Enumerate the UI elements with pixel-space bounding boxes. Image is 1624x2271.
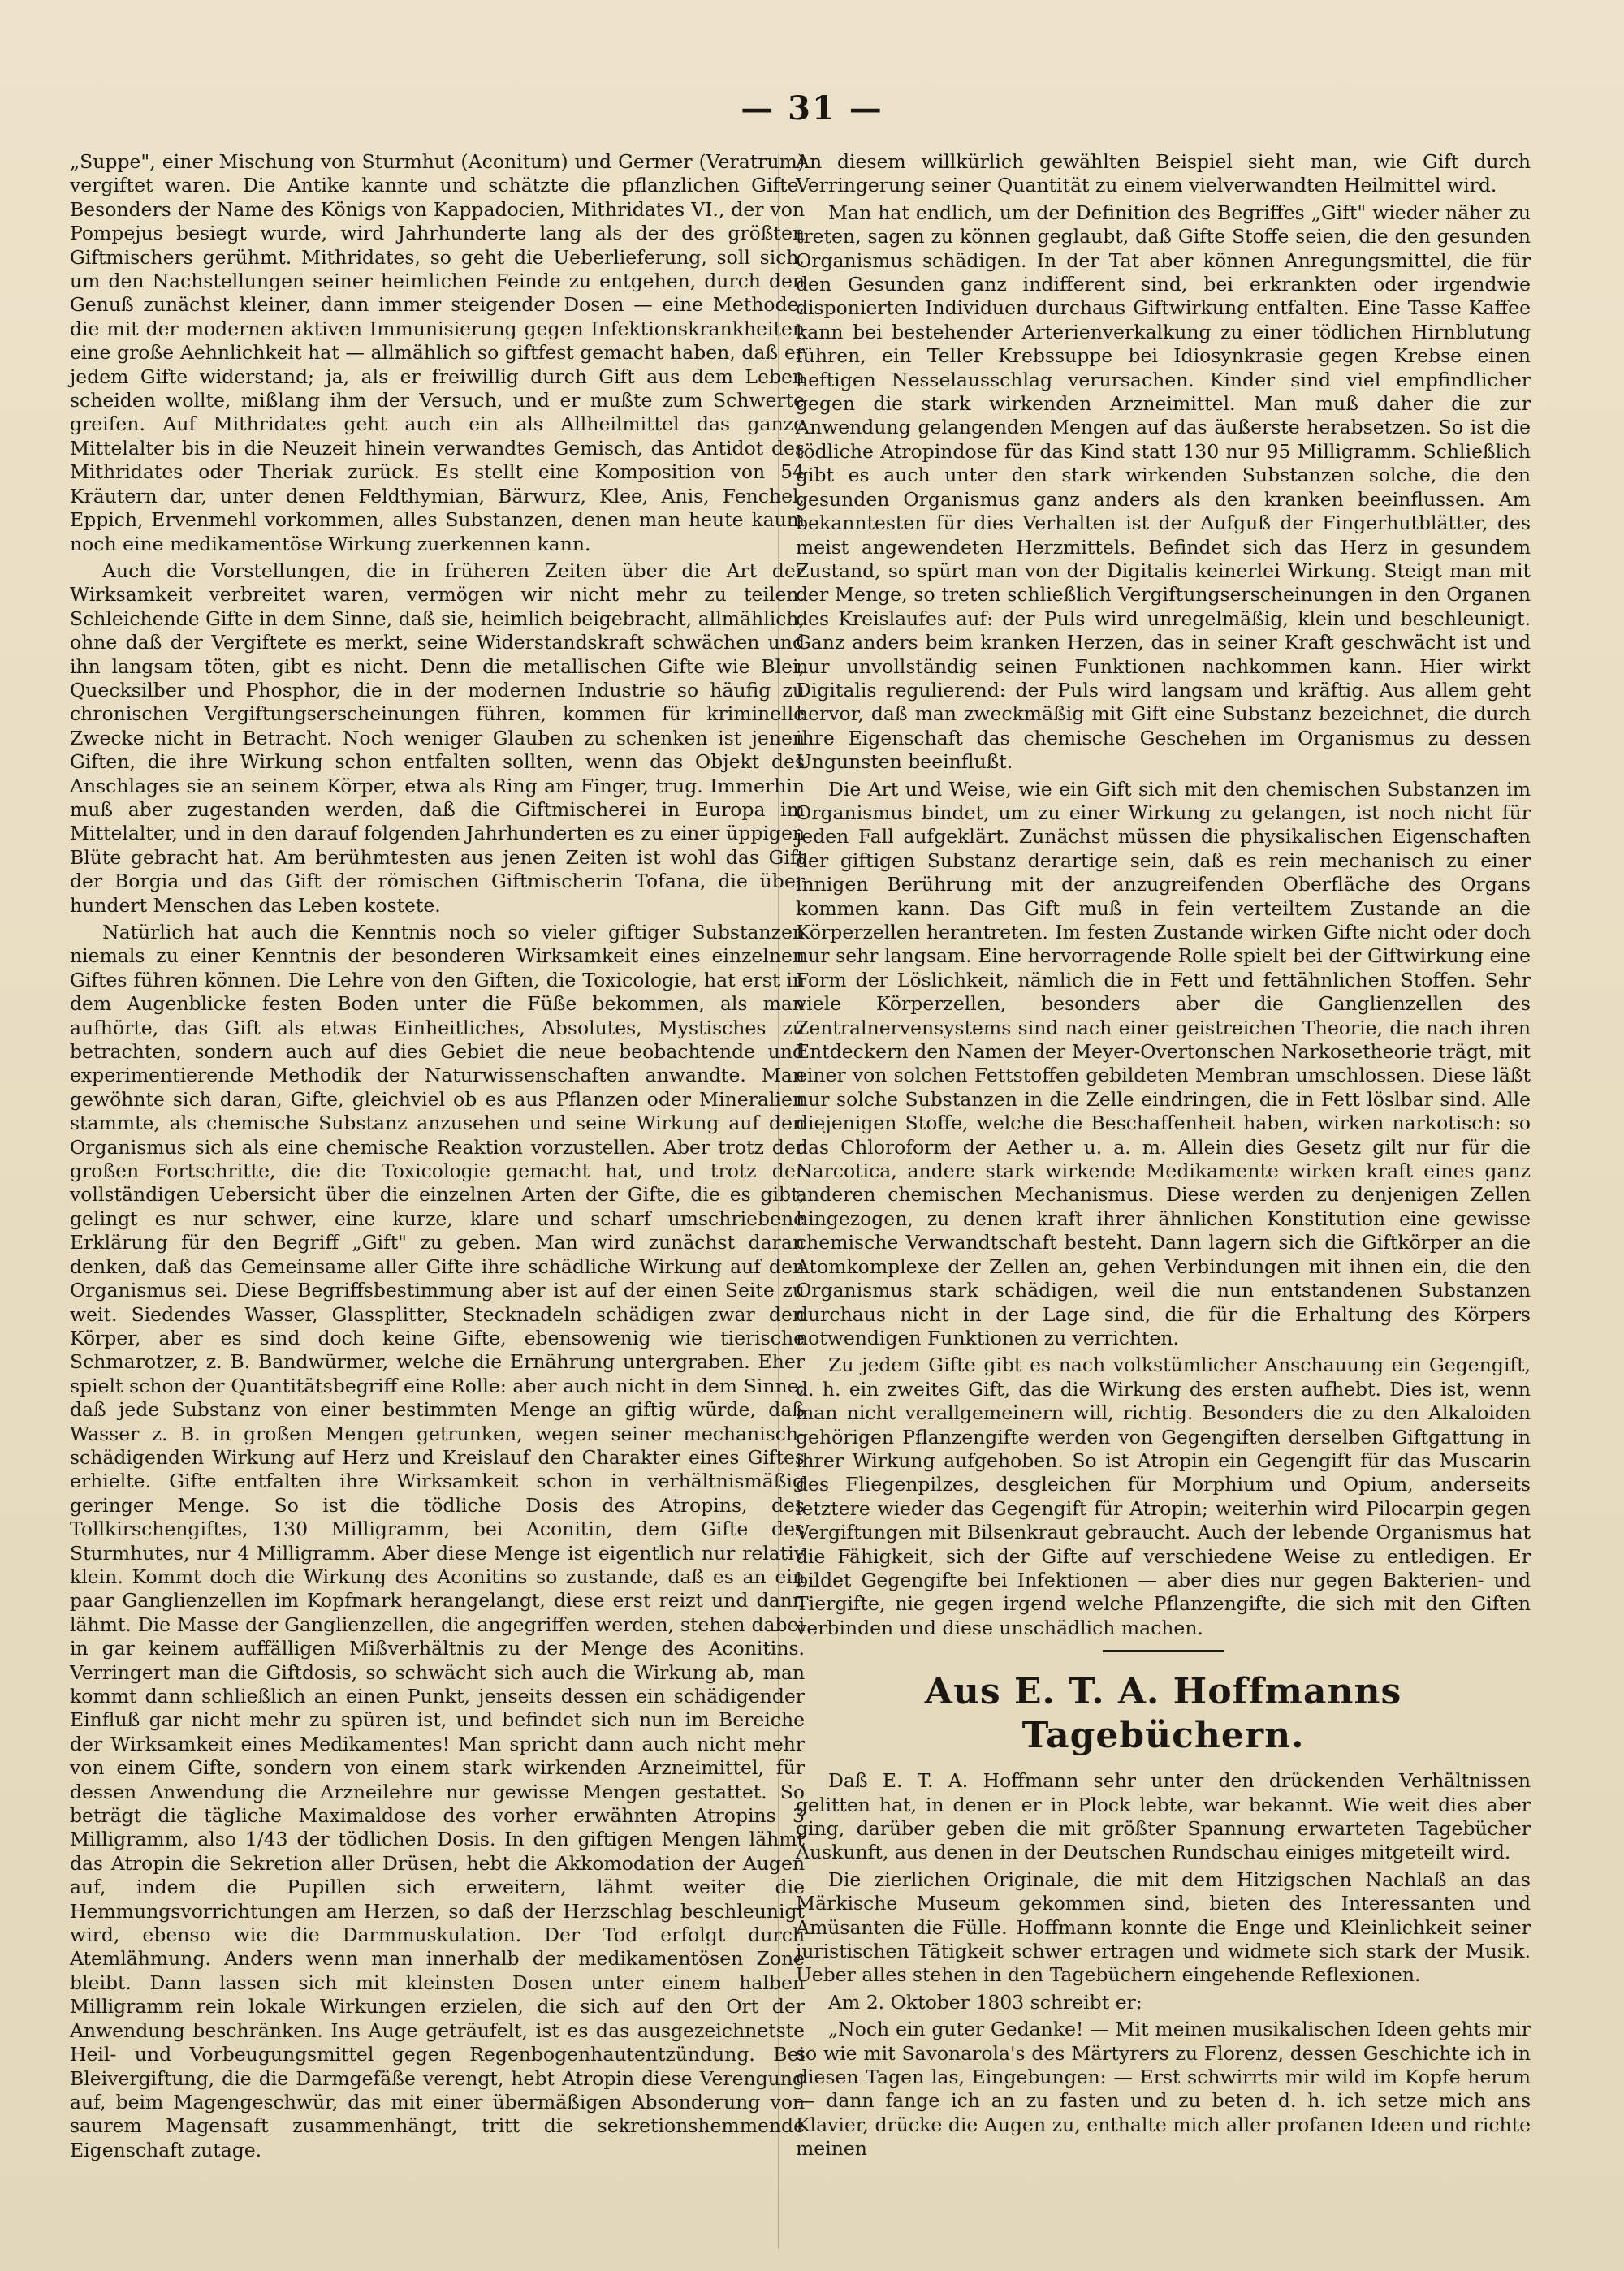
- article-divider: [1103, 1650, 1224, 1652]
- right-paragraph-2: Man hat endlich, um der Definition des Begriffes „Gift" wieder näher zu treten, sagen zu können geglaubt, daß Gifte Stoffe seien, die den gesunden Organismus schädigen. In der Tat aber können Anregungsmittel, die für den Gesunden ganz indifferent sind, bei erkrankten oder irgendwie disponierten Individuen durchaus Giftwirkung entfalten. Eine Tasse Kaffee kann bei bestehender Arterienverkalkung zu einer tödlichen Hirnblutung führen, ein Teller Krebssuppe bei Idiosynkrasie gegen Krebse einen heftigen Nesselausschlag verursachen. Kinder sind viel empfindlicher gegen die stark wirkenden Arzneimittel. Man muß daher die zur Anwendung gelangenden Mengen auf das äußerste herabsetzen. So ist die tödliche Atropindose für das Kind statt 130 nur 95 Milligramm. Schließlich gibt es auch unter den stark wirkenden Substanzen solche, die den gesunden Organismus ganz anders als den kranken beeinflussen. Am bekanntesten für dies Verhalten ist der Aufguß der Fingerhutblätter, des meist angewendeten Herzmittels. Befindet sich das Herz in gesundem Zustand, so spürt man von der Digitalis keinerlei Wirkung. Steigt man mit der Menge, so treten schließlich Vergiftungserscheinungen in den Organen des Kreislaufes auf: der Puls wird unregelmäßig, klein und beschleunigt. Ganz anders beim kranken Herzen, das in seiner Kraft geschwächt ist und nur unvollständig seinen Funktionen nachkommen kann. Hier wirkt Digitalis regulierend: der Puls wird langsam und kräftig. Aus allem geht hervor, daß man zweckmäßig mit Gift eine Substanz bezeichnet, die durch ihre Eigenschaft das chemische Geschehen im Organismus zu dessen Ungunsten beeinflußt.: [796, 201, 1531, 774]
- page-number: — 31 —: [741, 89, 883, 127]
- right-paragraph-1: An diesem willkürlich gewählten Beispiel sieht man, wie Gift durch Verringerung seiner Quantität zu einem vielverwandten Heilmittel wird.: [796, 150, 1531, 197]
- left-paragraph-1: „Suppe", einer Mischung von Sturmhut (Aconitum) und Germer (Veratrum) vergiftet waren. Die Antike kannte und schätzte die pflanzlichen Gifte. Besonders der Name des Königs von Kappadocien, Mithridates VI., der von Pompejus besiegt wurde, wird Jahrhunderte lang als der des größten Giftmischers gerühmt. Mithridates, so geht die Ueberlieferung, soll sich, um den Nachstellungen seiner heimlichen Feinde zu entgehen, durch den Genuß zunächst kleiner, dann immer steigender Dosen — eine Methode, die mit der modernen aktiven Immunisierung gegen Infektionskrankheiten eine große Aehnlichkeit hat — allmählich so giftfest gemacht haben, daß er jedem Gifte widerstand; ja, als er freiwillig durch Gift aus dem Leben scheiden wollte, mißlang ihm der Versuch, und er mußte zum Schwerte greifen. Auf Mithridates geht auch ein als Allheilmittel das ganze Mittelalter bis in die Neuzeit hinein verwandtes Gemisch, das Antidot des Mithridates oder Theriak zurück. Es stellt eine Komposition von 54 Kräutern dar, unter denen Feldthymian, Bärwurz, Klee, Anis, Fenchel, Eppich, Ervenmehl vorkommen, alles Substanzen, denen man heute kaum noch eine medikamentöse Wirkung zuerkennen kann.: [70, 150, 805, 555]
- article-title: Aus E. T. A. Hoffmanns Tagebüchern.: [924, 1671, 1402, 1757]
- right-column: [796, 150, 1531, 2165]
- left-paragraph-3: Natürlich hat auch die Kenntnis noch so vieler giftiger Substanzen niemals zu einer Kenntnis der besonderen Wirksamkeit eines einzelnen Giftes führen können. Die Lehre von den Giften, die Toxicologie, hat erst in dem Augenblicke festen Boden unter die Füße bekommen, als man aufhörte, das Gift als etwas Einheitliches, Absolutes, Mystisches zu betrachten, sondern auch auf dies Gebiet die neue beobachtende und experimentierende Methodik der Naturwissenschaften anwandte. Man gewöhnte sich daran, Gifte, gleichviel ob es aus Pflanzen oder Mineralien stammte, als chemische Substanz anzusehen und seine Wirkung auf den Organismus sich als eine chemische Reaktion vorzustellen. Aber trotz der großen Fortschritte, die die Toxicologie gemacht hat, und trotz der vollständigen Uebersicht über die einzelnen Arten der Gifte, die es gibt, gelingt es nur schwer, eine kurze, klare und scharf umschriebene Erklärung für den Begriff „Gift" zu geben. Man wird zunächst daran denken, daß das Gemeinsame aller Gifte ihre schädliche Wirkung auf den Organismus sei. Diese Begriffsbestimmung aber ist auf der einen Seite zu weit. Siedendes Wasser, Glassplitter, Stecknadeln schädigen zwar den Körper, aber es sind doch keine Gifte, ebensowenig wie tierische Schmarotzer, z. B. Bandwürmer, welche die Ernährung untergraben. Eher spielt schon der Quantitätsbegriff eine Rolle: aber auch nicht in dem Sinne, daß jede Substanz von einer bestimmten Menge an giftig würde, daß Wasser z. B. in großen Mengen getrunken, wegen seiner mechanisch-schädigenden Wirkung auf Herz und Kreislauf den Charakter eines Giftes erhielte. Gifte entfalten ihre Wirksamkeit schon in verhältnismäßig geringer Menge. So ist die tödliche Dosis des Atropins, des Tollkirschengiftes, 130 Milligramm, bei Aconitin, dem Gifte des Sturmhutes, nur 4 Milligramm. Aber diese Menge ist eigentlich nur relativ klein. Kommt doch die Wirkung des Aconitins so zustande, daß es an ein paar Ganglienzellen im Kopfmark herangelangt, diese erst reizt und dann lähmt. Die Masse der Ganglienzellen, die angegriffen werden, stehen dabei in gar keinem auffälligen Mißverhältnis zu der Menge des Aconitins. Verringert man die Giftdosis, so schwächt sich auch die Wirkung ab, man kommt dann schließlich an einen Punkt, jenseits dessen ein schädigender Einfluß gar nicht mehr zu spüren ist, und befindet sich nun im Bereiche der Wirksamkeit eines Medikamentes! Man spricht dann auch nicht mehr von einem Gifte, sondern von einem stark wirkenden Arzneimittel, für dessen Anwendung die Arzneilehre nur gewisse Mengen gestattet. So beträgt die tägliche Maximaldose des vorher erwähnten Atropins 3 Milligramm, also 1/43 der tödlichen Dosis. In den giftigen Mengen lähmt das Atropin die Sekretion aller Drüsen, hebt die Akkomodation der Augen auf, indem die Pupillen sich erweitern, lähmt weiter die Hemmungsvorrichtungen am Herzen, so daß der Herzschlag beschleunigt wird, ebenso wie die Darmmuskulation. Der Tod erfolgt durch Atemlähmung. Anders wenn man innerhalb der medikamentösen Zone bleibt. Dann lassen sich mit kleinsten Dosen unter einem halben Milligramm rein lokale Wirkungen erzielen, die sich auf den Ort der Anwendung beschränken. Ins Auge geträufelt, ist es das ausgezeichnetste Heil- und Vorbeugungsmittel gegen Regenbogenhautentzündung. Bei Bleivergiftung, die die Darmgefäße verengt, hebt Atropin diese Verengung auf, beim Magengeschwür, das mit einer übermäßigen Absonderung von saurem Magensaft zusammenhängt, tritt die sekretionshemmende Eigenschaft zutage.: [70, 921, 805, 2161]
- left-column: [70, 150, 805, 2165]
- right-paragraph-3: Die Art und Weise, wie ein Gift sich mit den chemischen Substanzen im Organismus bindet, um zu einer Wirkung zu gelangen, ist noch nicht für jeden Fall aufgeklärt. Zunächst müssen die physikalischen Eigenschaften der giftigen Substanz derartige sein, daß es rein mechanisch zu einer innigen Berührung mit der anzugreifenden Oberfläche des Organs kommen kann. Das Gift muß in fein verteiltem Zustande an die Körperzellen herantreten. Im festen Zustande wirken Gifte nicht oder doch nur sehr langsam. Eine hervorragende Rolle spielt bei der Giftwirkung eine Form der Löslichkeit, nämlich die in Fett und fettähnlichen Stoffen. Sehr viele Körperzellen, besonders aber die Ganglienzellen des Zentralnervensystems sind nach einer geistreichen Theorie, die nach ihren Entdeckern den Namen der Meyer-Overtonschen Narkosetheorie trägt, mit einer von solchen Fettstoffen gebildeten Membran umschlossen. Diese läßt nur solche Substanzen in die Zelle eindringen, die in Fett löslbar sind. Alle diejenigen Stoffe, welche die Beschaffenheit haben, wirken narkotisch: so das Chloroform der Aether u. a. m. Allein dies Gesetz gilt nur für die Narcotica, andere stark wirkende Medikamente wirken kraft eines ganz anderen chemischen Mechanismus. Diese werden zu denjenigen Zellen hingezogen, zu denen kraft ihrer ähnlichen Konstitution eine gewisse chemische Verwandtschaft besteht. Dann lagern sich die Giftkörper an die Atomkomplexe der Zellen an, gehen Verbindungen mit ihnen ein, die den Organismus stark schädigen, weil die nun entstandenen Substanzen durchaus nicht in der Lage sind, die für die Erhaltung des Körpers notwendigen Funktionen zu verrichten.: [796, 777, 1531, 1349]
- article-paragraph-1: Daß E. T. A. Hoffmann sehr unter den drückenden Verhältnissen gelitten hat, in denen er in Plock lebte, war bekannt. Wie weit dies aber ging, darüber geben die mit größter Spannung erwarteten Tagebücher Auskunft, aus denen in der Deutschen Rundschau einiges mitgeteilt wird.: [796, 1769, 1531, 1864]
- article-paragraph-3: Am 2. Oktober 1803 schreibt er:: [828, 1990, 1142, 2014]
- left-paragraph-2: Auch die Vorstellungen, die in früheren Zeiten über die Art der Wirksamkeit verbreitet waren, vermögen wir nicht mehr zu teilen. Schleichende Gifte in dem Sinne, daß sie, heimlich beigebracht, allmählich, ohne daß der Vergiftete es merkt, seine Widerstandskraft schwächen und ihn langsam töten, gibt es nicht. Denn die metallischen Gifte wie Blei, Quecksilber und Phosphor, die in der modernen Industrie so häufig zu chronischen Vergiftungserscheinungen führen, kommen für kriminelle Zwecke nicht in Betracht. Noch weniger Glauben zu schenken ist jenen Giften, die ihre Wirkung schon entfalten sollten, wenn das Objekt des Anschlages sie an seinem Körper, etwa als Ring am Finger, trug. Immerhin muß aber zugestanden werden, daß die Giftmischerei in Europa im Mittelalter, und in den darauf folgenden Jahrhunderten es zu einer üppigen Blüte gebracht hat. Am berühmtesten aus jenen Zeiten ist wohl das Gift der Borgia und das Gift der römischen Giftmischerin Tofana, die über hundert Menschen das Leben kostete.: [70, 559, 805, 917]
- right-paragraph-4: Zu jedem Gifte gibt es nach volkstümlicher Anschauung ein Gegengift, d. h. ein zweites Gift, das die Wirkung des ersten aufhebt. Dies ist, wenn man nicht verallgemeinern will, richtig. Besonders die zu den Alkaloiden gehörigen Pflanzengifte werden von Gegengiften derselben Giftgattung in ihrer Wirkung aufgehoben. So ist Atropin ein Gegengift für das Muscarin des Fliegenpilzes, desgleichen für Morphium und Opium, anderseits letztere wieder das Gegengift für Atropin; weiterhin wird Pilocarpin gegen Vergiftungen mit Bilsenkraut gebraucht. Auch der lebende Organismus hat die Fähigkeit, sich der Gifte auf verschiedene Weise zu entledigen. Er bildet Gegengifte bei Infektionen — aber dies nur gegen Bakterien- und Tiergifte, nie gegen irgend welche Pflanzengifte, die sich mit den Giften verbinden und diese unschädlich machen.: [796, 1354, 1531, 1639]
- article-paragraph-2: Die zierlichen Originale, die mit dem Hitzigschen Nachlaß an das Märkische Museum gekommen sind, bieten des Interessanten und Amüsanten die Fülle. Hoffmann konnte die Enge und Kleinlichkeit seiner juristischen Tätigkeit schwer ertragen und widmete sich stark der Musik. Ueber alles stehen in den Tagebüchern eingehende Reflexionen.: [796, 1867, 1531, 1987]
- article-paragraph-4: „Noch ein guter Gedanke! — Mit meinen musikalischen Ideen gehts mir so wie mit Savonarola's des Märtyrers zu Florenz, dessen Geschichte ich in diesen Tagen las, Eingebungen: — Erst schwirrts mir wild im Kopfe herum — dann fange ich an zu fasten und zu beten d. h. ich setze mich ans Klavier, drücke die Augen zu, enthalte mich aller profanen Ideen und richte meinen: [796, 2018, 1531, 2161]
